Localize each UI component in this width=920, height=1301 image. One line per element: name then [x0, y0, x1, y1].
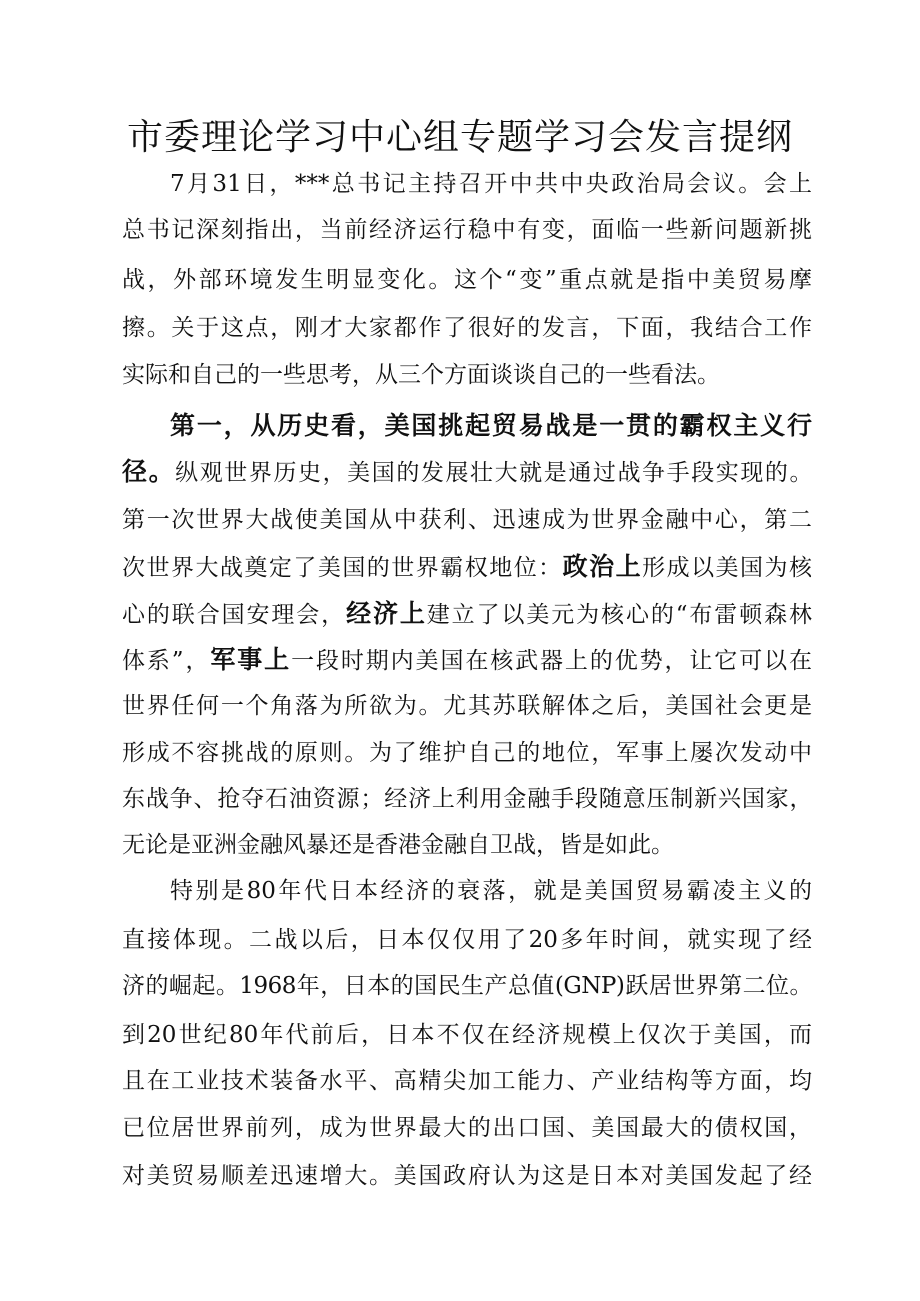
section-one-heading-tail: 径。 — [122, 457, 176, 486]
keyword-military: 军事上 — [210, 645, 292, 674]
document-title: 市委理论学习中心组专题学习会发言提纲 — [126, 117, 793, 158]
section-one-line-4-text-a: 次世界大战奠定了美国的世界霸权地位： — [122, 555, 563, 581]
section-one-line-4 — [122, 547, 812, 587]
section-one-line-7: 世界任何一个角落为所欲为。尤其苏联解体之后，美国社会更是 — [122, 693, 812, 719]
section-one-line-5-text-b: 建立了以美元为核心的“布雷顿森林 — [426, 602, 812, 628]
japan-line-6: 已位居世界前列，成为世界最大的出口国、美国最大的债权国， — [122, 1115, 812, 1141]
japan-line-5: 且在工业技术装备水平、高精尖加工能力、产业结构等方面，均 — [122, 1068, 812, 1094]
keyword-economy: 经济上 — [346, 599, 427, 628]
section-one-line-9: 东战争、抢夺石油资源；经济上利用金融手段随意压制新兴国家， — [122, 786, 812, 812]
section-one-line-2-text: 纵观世界历史，美国的发展壮大就是通过战争手段实现的。 — [175, 460, 812, 486]
section-one-line-5 — [122, 594, 812, 634]
japan-line-4: 到20世纪80年代前后，日本不仅在经济规模上仅次于美国，而 — [122, 1022, 812, 1048]
japan-line-1: 特别是80年代日本经济的衰落，就是美国贸易霸凌主义的 — [170, 878, 812, 904]
section-one-line-4-text-b: 形成以美国为核 — [642, 555, 812, 581]
japan-line-7: 对美贸易顺差迅速增大。美国政府认为这是日本对美国发起了经 — [122, 1163, 812, 1189]
section-one-line-8: 形成不容挑战的原则。为了维护自己的地位，军事上屡次发动中 — [122, 740, 812, 766]
japan-line-2: 直接体现。二战以后，日本仅仅用了20多年时间，就实现了经 — [122, 927, 812, 953]
keyword-politics: 政治上 — [562, 552, 643, 581]
section-one-line-10: 无论是亚洲金融风暴还是香港金融自卫战，皆是如此。 — [122, 832, 674, 858]
intro-line-4: 擦。关于这点，刚才大家都作了很好的发言，下面，我结合工作 — [122, 315, 812, 341]
section-one-line-6-text-b: 一段时期内美国在核武器上的优势，让它可以在 — [291, 648, 813, 674]
section-one-heading: 第一，从历史看，美国挑起贸易战是一贯的霸权主义行 — [170, 411, 812, 440]
section-one-line-5-text-a: 心的联合国安理会， — [122, 602, 347, 628]
section-one-line-2 — [122, 452, 812, 492]
section-one-line-6 — [122, 640, 812, 680]
japan-line-3: 济的崛起。1968年，日本的国民生产总值(GNP)跃居世界第二位。 — [122, 973, 812, 999]
section-one-line-3: 第一次世界大战使美国从中获利、迅速成为世界金融中心，第二 — [122, 507, 812, 533]
section-one-line-6-text-a: 体系”， — [122, 648, 211, 674]
intro-line-5: 实际和自己的一些思考，从三个方面谈谈自己的一些看法。 — [122, 362, 720, 388]
intro-line-3: 战，外部环境发生明显变化。这个“变”重点就是指中美贸易摩 — [122, 267, 812, 293]
intro-line-1: 7月31日，***总书记主持召开中共中央政治局会议。会上 — [170, 171, 812, 197]
intro-line-2: 总书记深刻指出，当前经济运行稳中有变，面临一些新问题新挑 — [122, 217, 812, 243]
